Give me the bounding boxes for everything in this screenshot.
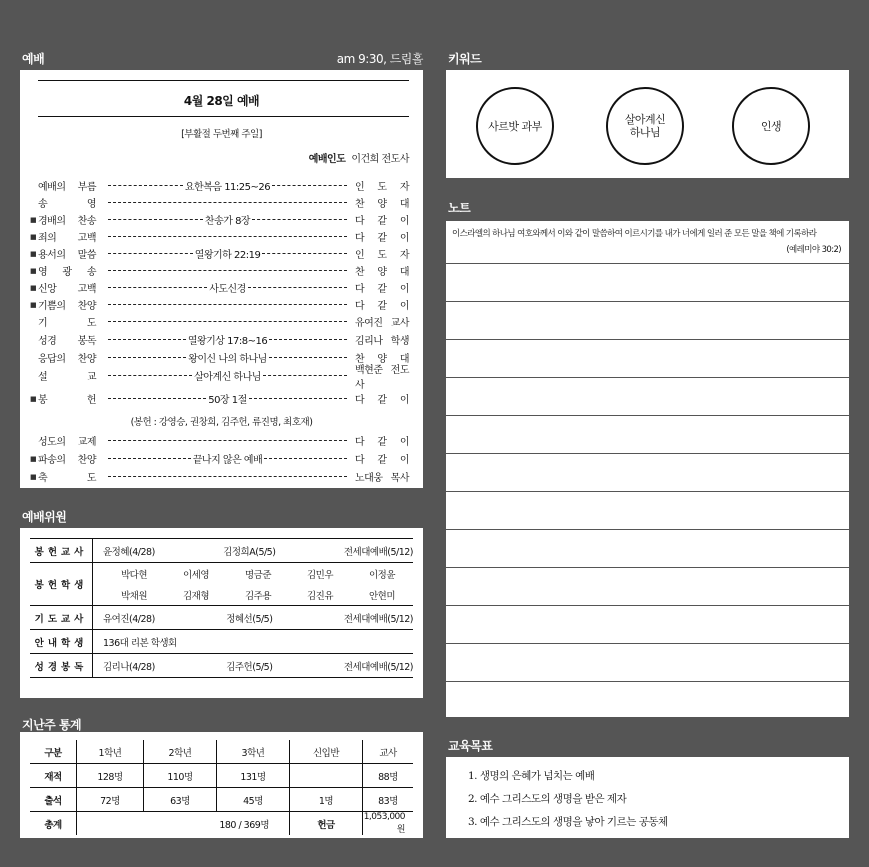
cell [290, 764, 363, 788]
order-item-content: 50장 1절 [208, 395, 247, 406]
order-item-middle [106, 270, 349, 271]
table-row [30, 764, 413, 788]
order-item-content: 사도신경 [209, 284, 246, 295]
note-verse: 이스라엘의 하나님 여호와께서 이와 같이 말씀하여 이르시기를 내가 너에게 일러 준 모든 말을 책에 기록하라 [452, 229, 817, 239]
bullet-icon: ■ [30, 454, 37, 463]
order-item-content: 열왕기하 22:19 [194, 250, 261, 261]
cell: 정혜선(5/5) [226, 613, 273, 625]
dash-leader [108, 270, 347, 271]
cell: 88명 [378, 771, 398, 783]
role-label: 기도교사 [30, 606, 93, 630]
order-row [30, 296, 409, 313]
order-item-person: 다 같 이 [355, 233, 409, 244]
order-row [30, 313, 409, 330]
offering-label: 헌금 [290, 812, 363, 836]
cell: 박다현 [120, 569, 148, 581]
worship-date-title: 4월 28일 예배 [183, 94, 260, 108]
order-item-content: 끝나지 않은 예배 [192, 455, 263, 466]
committee-panel [20, 528, 423, 698]
order-item-middle [106, 212, 349, 227]
dash-leader [264, 458, 347, 459]
order-item-middle [106, 246, 349, 261]
bullet-icon: ■ [30, 300, 37, 309]
dash-leader [108, 339, 186, 340]
order-row [30, 468, 409, 485]
dash-leader [272, 185, 347, 186]
dash-leader [108, 185, 183, 186]
ruled-line [446, 263, 849, 264]
ruled-line [446, 567, 849, 568]
table-row [30, 630, 413, 654]
order-item-name: 응답의 찬양 [38, 354, 96, 365]
stats-panel [20, 732, 423, 838]
order-item-name: 기쁨의 찬양 [38, 301, 96, 312]
order-item-name: 설 교 [38, 372, 96, 383]
order-item-name: 축 도 [38, 473, 96, 484]
dash-leader [108, 440, 347, 441]
order-item-name: 송 영 [38, 199, 96, 210]
cell: 63명 [144, 788, 217, 812]
cell: 김진유 [306, 590, 334, 602]
cell: 72명 [77, 788, 144, 812]
order-item-content: 열왕기상 17:8~16 [187, 336, 268, 347]
dash-leader [108, 253, 193, 254]
table-row [30, 654, 413, 678]
cell: 유여진(4/28) [103, 613, 155, 625]
order-item-middle [106, 321, 349, 322]
bullet-icon: ■ [30, 394, 37, 403]
worship-section-title: 예배 [22, 52, 45, 66]
dash-leader [108, 202, 347, 203]
dash-leader [262, 253, 347, 254]
cell: 김주헌(5/5) [226, 661, 273, 673]
header-cell: 1학년 [77, 740, 144, 764]
offering-note: (봉헌 : 강영승, 권창희, 김주헌, 류진명, 최호재) [130, 417, 313, 428]
note-panel [446, 221, 849, 717]
order-item-middle [106, 304, 349, 305]
ruled-line [446, 377, 849, 378]
order-item-name: 성경 봉독 [38, 336, 96, 347]
goals-section-title: 교육목표 [448, 739, 493, 753]
order-row [30, 364, 409, 391]
keyword-section-title: 키워드 [448, 52, 482, 66]
cell: 명금준 [244, 569, 272, 581]
dash-leader [108, 287, 207, 288]
order-item-person: 다 같 이 [355, 216, 409, 227]
goal-item: 2. 예수 그리스도의 생명을 받은 제자 [468, 793, 627, 805]
order-row [30, 245, 409, 262]
order-item-middle [106, 391, 349, 406]
cell: 이정윤 [368, 569, 396, 581]
order-row [30, 211, 409, 228]
order-row [30, 331, 409, 348]
order-item-middle [106, 236, 349, 237]
dash-leader [108, 304, 347, 305]
order-item-middle [106, 476, 349, 477]
order-item-person: 인 도 자 [355, 182, 409, 193]
order-item-middle [106, 332, 349, 347]
ruled-line [446, 339, 849, 340]
cell: 128명 [77, 764, 144, 788]
leader-label: 예배인도 [308, 154, 346, 165]
dash-leader [269, 357, 347, 358]
header-cell: 교사 [379, 747, 397, 759]
role-label: 안내학생 [30, 630, 93, 654]
order-row [30, 194, 409, 211]
ruled-line [446, 529, 849, 530]
ruled-line [446, 415, 849, 416]
order-item-middle [106, 368, 349, 383]
order-item-middle [106, 202, 349, 203]
cell: 김주용 [244, 590, 272, 602]
ruled-line [446, 491, 849, 492]
dash-leader [269, 339, 347, 340]
cell: 김리나(4/28) [103, 661, 155, 673]
order-item-name: 파송의 찬양 [38, 455, 96, 466]
bullet-icon: ■ [30, 249, 37, 258]
header-cell: 구분 [30, 740, 77, 764]
cell: 136대 리본 학생회 [103, 637, 177, 649]
divider [38, 116, 409, 117]
keyword-circle [606, 87, 684, 165]
stats-section-title: 지난주 통계 [22, 718, 82, 732]
role-label: 봉헌학생 [30, 563, 93, 606]
header-cell: 2학년 [144, 740, 217, 764]
keyword-circle [732, 87, 810, 165]
role-label: 봉헌교사 [30, 539, 93, 563]
ruled-line [446, 681, 849, 682]
table-row [30, 812, 413, 836]
table-row [30, 788, 413, 812]
order-item-name: 경배의 찬송 [38, 216, 96, 227]
row-label: 출석 [30, 788, 77, 812]
committee-table [30, 538, 413, 678]
order-item-middle [106, 280, 349, 295]
order-item-content: 요한복음 11:25~26 [184, 182, 271, 193]
cell: 김민우 [306, 569, 334, 581]
dash-leader [108, 398, 206, 399]
cell: 박채원 [120, 590, 148, 602]
order-item-middle [106, 178, 349, 193]
order-item-name: 영 광 송 [38, 267, 96, 278]
header-cell: 신입반 [290, 740, 363, 764]
cell: 윤정혜(4/28) [103, 546, 155, 558]
bullet-icon: ■ [30, 215, 37, 224]
keyword-text: 살아계신 하나님 [624, 113, 666, 139]
order-item-person: 김리나 학생 [355, 336, 409, 347]
order-item-name: 성도의 교제 [38, 437, 96, 448]
order-item-name: 예배의 부름 [38, 182, 96, 193]
order-row [30, 450, 409, 467]
cell: 83명 [378, 795, 398, 807]
order-item-person: 다 같 이 [355, 455, 409, 466]
dash-leader [108, 357, 186, 358]
goal-item: 3. 예수 그리스도의 생명을 낳아 기르는 공동체 [468, 816, 668, 828]
bullet-icon: ■ [30, 266, 37, 275]
dash-leader [263, 375, 347, 376]
order-item-person: 찬 양 대 [355, 267, 409, 278]
order-row [30, 228, 409, 245]
order-item-person: 다 같 이 [355, 284, 409, 295]
leader-name: 이건희 전도사 [351, 154, 409, 165]
stats-table [30, 740, 413, 835]
dash-leader [252, 219, 347, 220]
total-value: 180 / 369명 [77, 812, 290, 836]
goal-item: 1. 생명의 은혜가 넘치는 예배 [468, 770, 595, 782]
order-item-person: 다 같 이 [355, 301, 409, 312]
worship-subtitle: [부활절 두번째 주일] [181, 129, 262, 140]
order-item-person: 유여진 교사 [355, 318, 409, 329]
dash-leader [108, 375, 192, 376]
offering-value: 1,053,000원 [363, 812, 405, 835]
keyword-circle [476, 87, 554, 165]
order-item-name: 용서의 말씀 [38, 250, 96, 261]
dash-leader [108, 458, 191, 459]
worship-order-panel [20, 70, 423, 488]
order-item-person: 노대웅 목사 [355, 473, 409, 484]
divider [38, 80, 409, 81]
note-reference: (예레미야 30:2) [786, 245, 841, 255]
cell: 이세영 [182, 569, 210, 581]
dash-leader [108, 236, 347, 237]
bullet-icon: ■ [30, 472, 37, 481]
dash-leader [108, 219, 203, 220]
dash-leader [108, 321, 347, 322]
table-header-row [30, 740, 413, 764]
order-item-person: 인 도 자 [355, 250, 409, 261]
dash-leader [248, 287, 347, 288]
keyword-text: 인생 [760, 119, 782, 133]
order-item-middle [106, 451, 349, 466]
order-row [30, 390, 409, 407]
order-item-name: 신앙 고백 [38, 284, 96, 295]
ruled-line [446, 643, 849, 644]
order-item-person: 다 같 이 [355, 437, 409, 448]
order-item-person: 찬 양 대 [355, 199, 409, 210]
order-item-middle [106, 440, 349, 441]
cell: 김재형 [182, 590, 210, 602]
order-item-content: 왕이신 나의 하나님 [188, 354, 267, 365]
cell: 전세대예배(5/12) [343, 546, 413, 558]
order-row [30, 279, 409, 296]
cell: 1명 [290, 788, 363, 812]
ruled-line [446, 605, 849, 606]
cell: 110명 [144, 764, 217, 788]
ruled-line [446, 301, 849, 302]
worship-time-place: am 9:30, 드림홀 [336, 52, 423, 66]
bullet-icon: ■ [30, 283, 37, 292]
order-row [30, 177, 409, 194]
committee-section-title: 예배위원 [22, 510, 67, 524]
cell: 전세대예배(5/12) [343, 661, 413, 673]
row-label: 총계 [30, 812, 77, 836]
table-row [30, 563, 413, 585]
cell: 김정희A(5/5) [223, 546, 276, 558]
table-row [30, 606, 413, 630]
worship-leader [309, 150, 409, 165]
order-item-person: 찬 양 대 [355, 354, 409, 365]
order-item-middle [106, 350, 349, 365]
order-item-person: 백현준 전도사 [355, 364, 409, 391]
keyword-panel [446, 70, 849, 178]
role-label: 성경봉독 [30, 654, 93, 678]
goals-panel [446, 757, 849, 838]
order-item-person: 다 같 이 [355, 395, 409, 406]
dash-leader [108, 476, 347, 477]
order-item-content: 살아계신 하나님 [194, 372, 261, 383]
order-row [30, 262, 409, 279]
order-item-name: 봉 헌 [38, 395, 96, 406]
order-item-name: 기 도 [38, 318, 96, 329]
order-item-content: 찬송가 8장 [204, 216, 251, 227]
cell: 안현미 [368, 590, 396, 602]
order-row [30, 432, 409, 449]
cell: 45명 [217, 788, 290, 812]
bullet-icon: ■ [30, 232, 37, 241]
header-cell: 3학년 [217, 740, 290, 764]
ruled-line [446, 453, 849, 454]
dash-leader [249, 398, 347, 399]
cell: 전세대예배(5/12) [343, 613, 413, 625]
table-row [30, 539, 413, 563]
row-label: 재적 [30, 764, 77, 788]
cell: 131명 [217, 764, 290, 788]
note-section-title: 노트 [448, 201, 471, 215]
order-item-name: 죄의 고백 [38, 233, 96, 244]
keyword-text: 사르밧 과부 [488, 119, 542, 133]
